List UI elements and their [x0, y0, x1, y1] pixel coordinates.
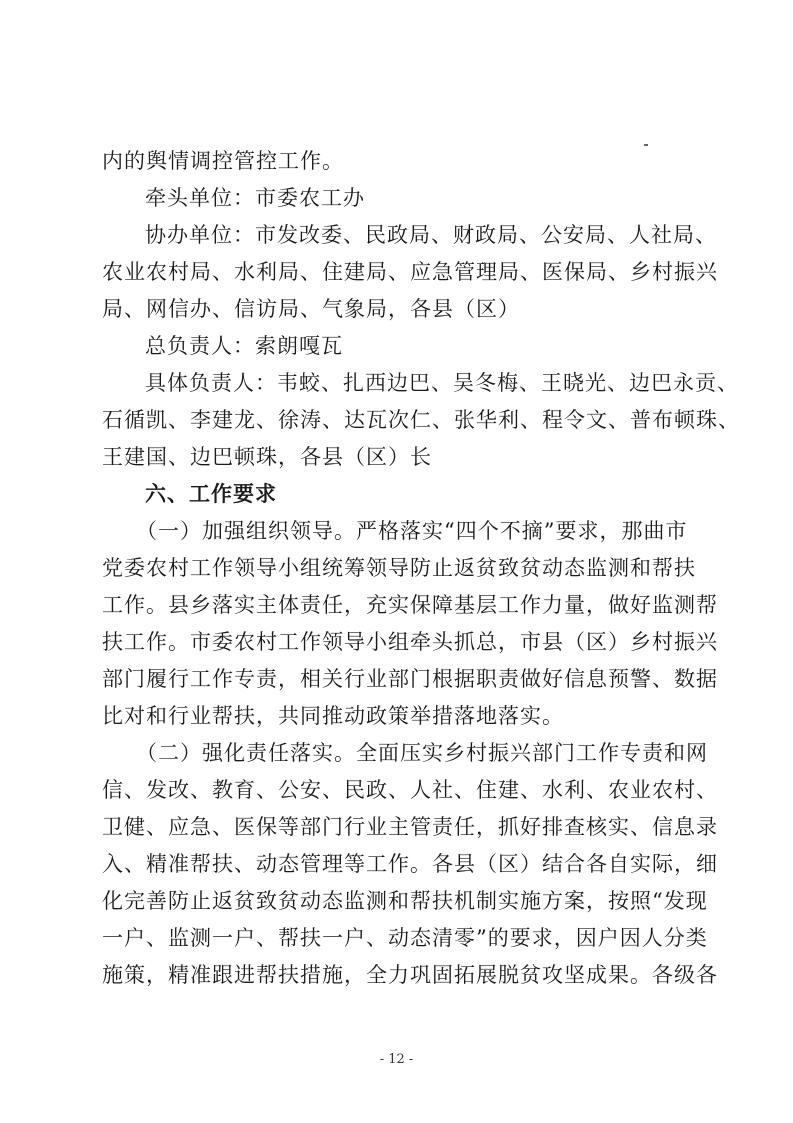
text-line: 一户、监测一户、帮扶一户、动态清零”的要求，因户因人分类: [102, 926, 708, 950]
page-number: - 12 -: [379, 1052, 414, 1067]
text-line: 扶工作。市委农村工作领导小组牵头抓总，市县（区）乡村振兴: [102, 630, 718, 654]
assist-unit-line: 协办单位：市发改委、民政局、财政局、公安局、人社局、: [145, 223, 717, 247]
text-line: 党委农村工作领导小组统筹领导防止返贫致贫动态监测和帮扶: [102, 556, 696, 580]
text-line: 部门履行工作专责，相关行业部门根据职责做好信息预警、数据: [102, 667, 718, 691]
specific-responsible-line: 具体负责人：韦蛟、扎西边巴、吴冬梅、王晓光、边巴永贡、: [145, 371, 739, 395]
lead-unit-line: 牵头单位：市委农工办: [145, 186, 365, 210]
text-line: 内的舆情调控管控工作。: [102, 149, 344, 173]
text-line: 农业农村局、水利局、住建局、应急管理局、医保局、乡村振兴: [102, 260, 718, 284]
text-line: 信、发改、教育、公安、民政、人社、住建、水利、农业农村、: [102, 778, 718, 802]
section-heading: 六、工作要求: [145, 482, 277, 506]
text-line: 比对和行业帮扶，共同推动政策举措落地落实。: [102, 704, 564, 728]
text-line: 化完善防止返贫致贫动态监测和帮扶机制实施方案，按照“发现: [102, 889, 708, 913]
text-line: 卫健、应急、医保等部门行业主管责任，抓好排查核实、信息录: [102, 815, 718, 839]
text-line: 局、网信办、信访局、气象局，各县（区）: [102, 297, 520, 321]
text-line: 施策，精准跟进帮扶措施，全力巩固拓展脱贫攻坚成果。各级各: [102, 963, 718, 987]
text-line: 王建国、边巴顿珠，各县（区）长: [102, 445, 432, 469]
chief-responsible-line: 总负责人：索朗嘎瓦: [145, 334, 343, 358]
text-line: 入、精准帮扶、动态管理等工作。各县（区）结合各自实际，细: [102, 852, 718, 876]
text-line: 工作。县乡落实主体责任，充实保障基层工作力量，做好监测帮: [102, 593, 718, 617]
text-line: 石循凯、李建龙、徐涛、达瓦次仁、张华利、程令文、普布顿珠、: [102, 408, 740, 432]
paragraph-2-start: （二）强化责任落实。全面压实乡村振兴部门工作专责和网: [136, 741, 708, 765]
paragraph-1-start: （一）加强组织领导。严格落实“四个不摘”要求，那曲市: [136, 519, 688, 543]
